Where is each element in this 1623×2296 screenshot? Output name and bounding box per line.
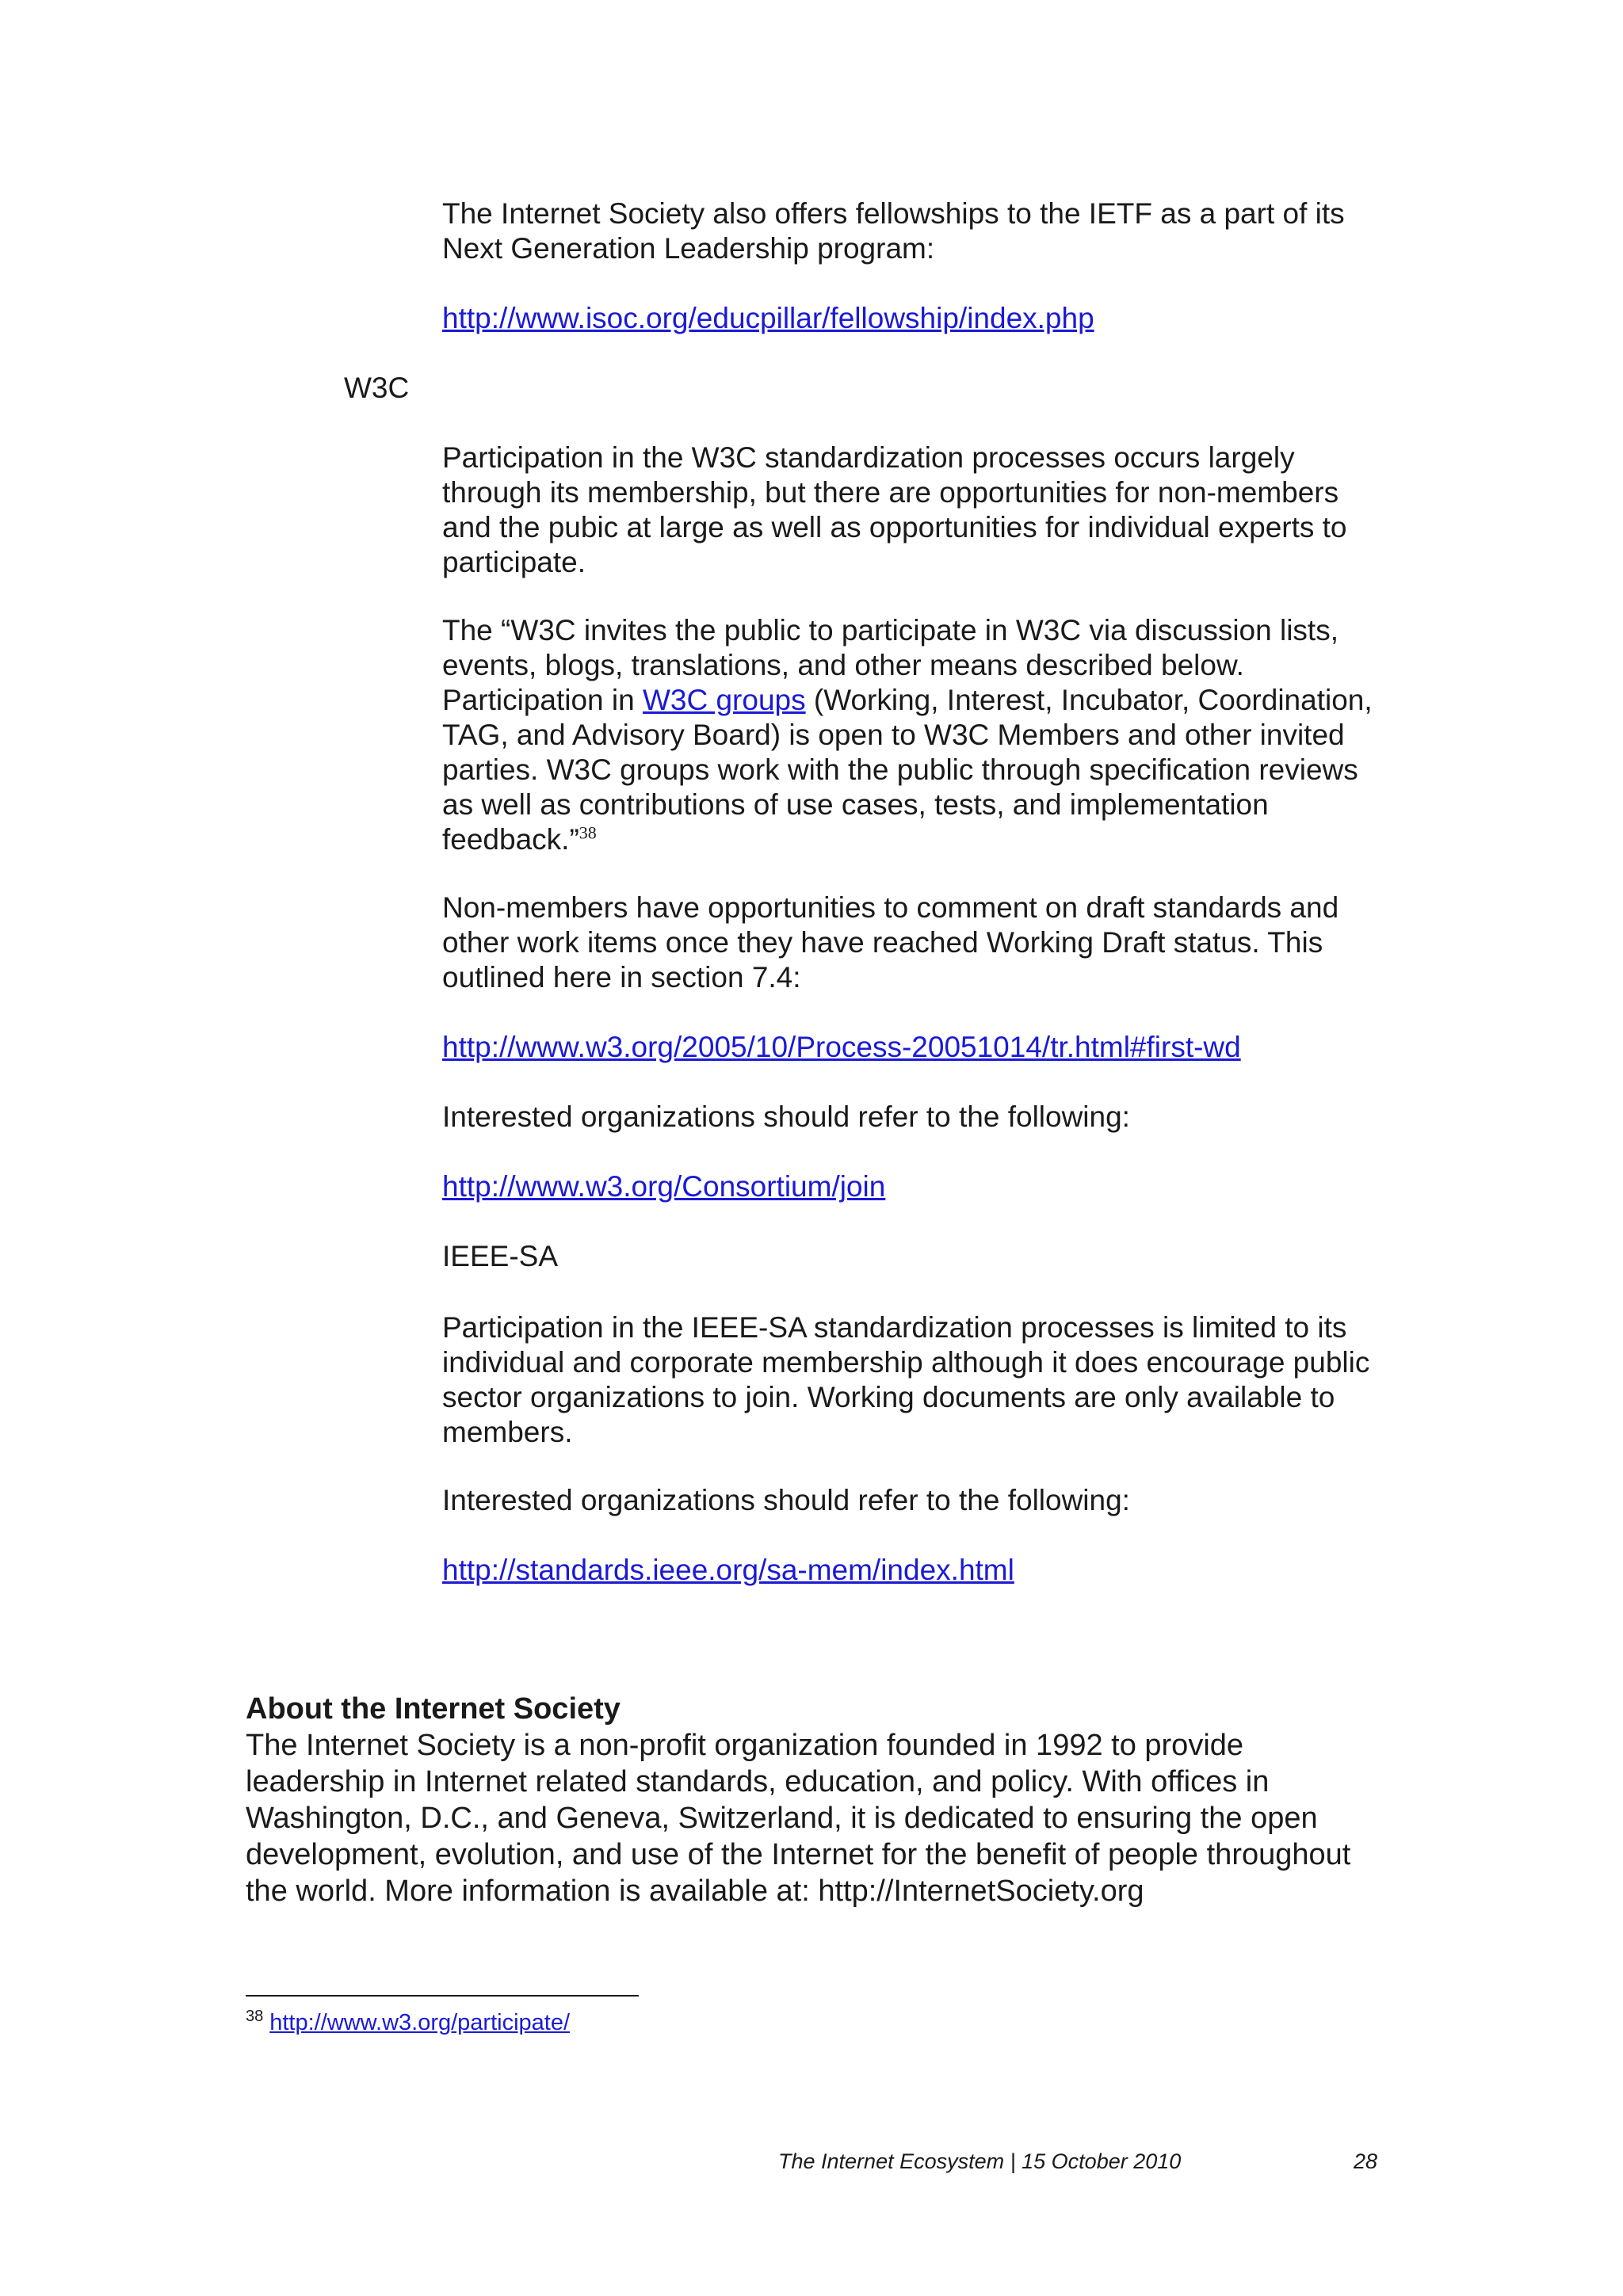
ieee-link-block (442, 1553, 1385, 1588)
footnote (246, 2009, 570, 2036)
w3c-refer-block (442, 1100, 1385, 1135)
w3c-para3: Non-members have opportunities to comment on draft standards and other work items once they have reached Working Draft status. This outlined here in section 7.4: (442, 891, 1339, 994)
ieee-paragraph-block (442, 1310, 1385, 1450)
fellowship-intro: The Internet Society also offers fellowships to the IETF as a part of its Next Generation Leadership program: (442, 197, 1345, 265)
ieee-refer-text: Interested organizations should refer to the following: (442, 1484, 1130, 1516)
fellowship-link-block (442, 301, 1385, 336)
w3c-join-link[interactable]: http://www.w3.org/Consortium/join (442, 1170, 886, 1203)
fellowship-link[interactable]: http://www.isoc.org/educpillar/fellowship/index.php (442, 302, 1094, 334)
w3c-heading: W3C (344, 372, 410, 404)
about-body: The Internet Society is a non-profit organization founded in 1992 to provide leadership in Internet related standards, education, and policy. With offices in Washington, D.C., and Geneva, Switzerland, it is dedicated to ensuring the open development, evolution, and use of the Internet for the benefit of people throughout the world. More information is available at: http://InternetSociety.org (246, 1729, 1351, 1908)
w3c-participation-paragraph (442, 441, 1385, 580)
w3c-quote-before: The “W3C invites the public to participate in W3C via discussion lists, events, blogs, translations, and other means described below. Participation in (442, 614, 1338, 716)
footnote-separator (246, 1995, 639, 1997)
process-link-block (442, 1030, 1385, 1065)
ieee-link[interactable]: http://standards.ieee.org/sa-mem/index.html (442, 1554, 1014, 1586)
footnote-number: 38 (246, 2008, 264, 2026)
ieee-refer-block (442, 1483, 1385, 1518)
footer-title: The Internet Ecosystem | 15 October 2010 (778, 2149, 1182, 2173)
ieee-para: Participation in the IEEE-SA standardization processes is limited to its individual and corporate membership although it does encourage public sector organizations to join. Working documents are only available to members. (442, 1311, 1370, 1448)
w3c-groups-link[interactable]: W3C groups (642, 684, 806, 716)
process-link[interactable]: http://www.w3.org/2005/10/Process-20051014/tr.html#first-wd (442, 1031, 1241, 1063)
about-section (246, 1691, 1387, 1909)
join-link-block (442, 1169, 1385, 1204)
w3c-quote-after: (Working, Interest, Incubator, Coordination, TAG, and Advisory Board) is open to W3C Members and other invited parties. W3C groups work with the public through specification reviews as well as contributions of use cases, tests, and implementation feedback.” (442, 684, 1373, 856)
w3c-quote-paragraph (442, 613, 1385, 857)
footnote-link[interactable]: http://www.w3.org/participate/ (269, 2010, 571, 2035)
w3c-nonmembers-paragraph (442, 891, 1385, 995)
w3c-para1: Participation in the W3C standardization processes occurs largely through its membership, but there are opportunities for non-members and the pubic at large as well as opportunities for individual experts to participate. (442, 441, 1347, 578)
about-title: About the Internet Society (246, 1692, 621, 1726)
footnote-ref-38[interactable]: 38 (579, 822, 597, 843)
ieee-heading-block (442, 1239, 1385, 1274)
isoc-fellowship-section (442, 196, 1385, 266)
w3c-quote (442, 613, 1385, 857)
page-number: 28 (1354, 2149, 1378, 2173)
ieee-heading: IEEE-SA (442, 1240, 558, 1272)
w3c-refer-text: Interested organizations should refer to the following: (442, 1100, 1130, 1133)
